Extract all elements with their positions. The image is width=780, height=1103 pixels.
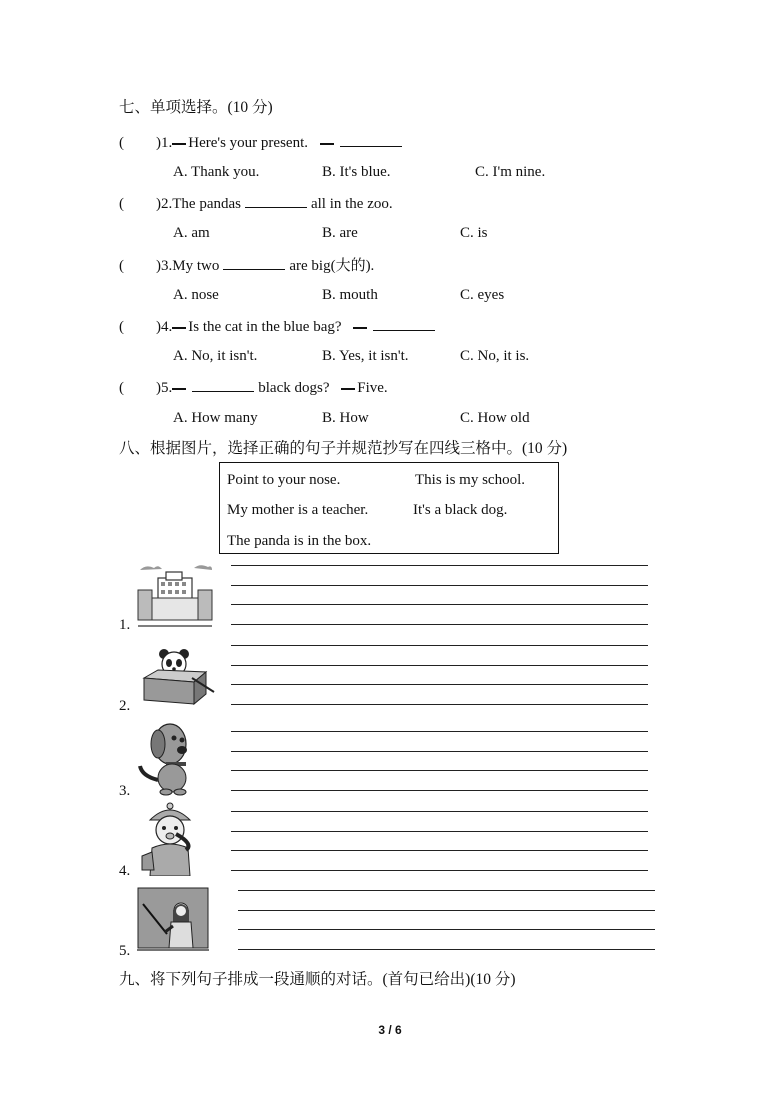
item-number-4: 4. <box>119 863 131 879</box>
school-building-picture <box>136 560 214 630</box>
question-number: 3. <box>161 258 173 274</box>
question-stem: black dogs? <box>258 380 330 396</box>
question-3-option-c: C. eyes <box>460 287 505 303</box>
question-number: 5. <box>161 380 173 396</box>
question-4-option-a: A. No, it isn't. <box>173 348 258 364</box>
question-number: 4. <box>161 319 173 335</box>
child-pointing-nose-picture <box>136 800 202 876</box>
writing-line <box>231 850 648 851</box>
dash-mark <box>172 327 186 329</box>
sentence-option: It's a black dog. <box>413 502 508 518</box>
dash-mark <box>341 388 355 390</box>
writing-line <box>238 890 655 891</box>
answer-paren-open: ( <box>119 196 124 212</box>
writing-line <box>231 870 648 871</box>
dash-mark <box>172 143 186 145</box>
writing-line <box>238 929 655 930</box>
writing-line <box>238 910 655 911</box>
sentence-option: The panda is in the box. <box>227 533 372 549</box>
item-number-3: 3. <box>119 783 131 799</box>
question-stem-end: are big(大的). <box>289 258 375 274</box>
sentence-option: My mother is a teacher. <box>227 502 369 518</box>
writing-line <box>231 604 648 605</box>
writing-line <box>231 811 648 812</box>
question-number: 2. <box>161 196 173 212</box>
question-3 <box>119 255 374 275</box>
question-stem: Here's your present. <box>188 135 308 151</box>
writing-line <box>231 770 648 771</box>
writing-line <box>238 949 655 950</box>
question-answer-line: Five. <box>357 380 388 396</box>
answer-paren-close: ) <box>156 135 161 151</box>
question-1 <box>119 132 406 152</box>
answer-blank[interactable] <box>223 255 285 270</box>
answer-paren-open: ( <box>119 258 124 274</box>
item-number-5: 5. <box>119 943 131 959</box>
writing-line <box>231 684 648 685</box>
writing-line <box>231 585 648 586</box>
section-7-heading: 七、单项选择。(10 分) <box>119 99 273 116</box>
writing-line <box>231 731 648 732</box>
question-number: 1. <box>161 135 173 151</box>
answer-paren-open: ( <box>119 380 124 396</box>
question-1-option-c: C. I'm nine. <box>475 164 546 180</box>
writing-line <box>231 565 648 566</box>
answer-paren-close: ) <box>156 196 161 212</box>
question-3-option-a: A. nose <box>173 287 219 303</box>
section-9-heading: 九、将下列句子排成一段通顺的对话。(首句已给出)(10 分) <box>119 971 516 988</box>
dash-mark <box>353 327 367 329</box>
question-5 <box>119 377 388 397</box>
question-5-option-b: B. How <box>322 410 369 426</box>
writing-line <box>231 751 648 752</box>
answer-blank[interactable] <box>192 377 254 392</box>
question-stem: Is the cat in the blue bag? <box>188 319 342 335</box>
writing-line <box>231 790 648 791</box>
question-4 <box>119 316 439 336</box>
question-2 <box>119 193 393 213</box>
writing-line <box>231 645 648 646</box>
item-number-1: 1. <box>119 617 131 633</box>
writing-line <box>231 665 648 666</box>
question-4-option-b: B. Yes, it isn't. <box>322 348 409 364</box>
answer-blank[interactable] <box>245 193 307 208</box>
dash-mark <box>320 143 334 145</box>
answer-blank[interactable] <box>340 132 402 147</box>
sentence-option: Point to your nose. <box>227 472 341 488</box>
black-dog-picture <box>136 720 198 796</box>
question-2-option-c: C. is <box>460 225 488 241</box>
item-number-2: 2. <box>119 698 131 714</box>
writing-line <box>231 831 648 832</box>
panda-in-box-picture <box>138 644 216 708</box>
question-stem: My two <box>172 258 220 274</box>
answer-blank[interactable] <box>373 316 435 331</box>
question-3-option-b: B. mouth <box>322 287 378 303</box>
teacher-at-blackboard-picture <box>137 886 209 952</box>
question-stem: The pandas <box>172 196 241 212</box>
question-5-option-c: C. How old <box>460 410 530 426</box>
answer-paren-close: ) <box>156 380 161 396</box>
question-1-option-a: A. Thank you. <box>173 164 260 180</box>
answer-paren-close: ) <box>156 258 161 274</box>
question-4-option-c: C. No, it is. <box>460 348 530 364</box>
question-2-option-a: A. am <box>173 225 210 241</box>
question-stem-end: all in the zoo. <box>310 196 393 212</box>
question-2-option-b: B. are <box>322 225 358 241</box>
sentence-option: This is my school. <box>415 472 526 488</box>
question-1-option-b: B. It's blue. <box>322 164 391 180</box>
writing-line <box>231 624 648 625</box>
answer-paren-open: ( <box>119 319 124 335</box>
answer-paren-close: ) <box>156 319 161 335</box>
dash-mark <box>172 388 186 390</box>
answer-paren-open: ( <box>119 135 124 151</box>
question-5-option-a: A. How many <box>173 410 258 426</box>
page-number: 3 / 6 <box>378 1023 402 1037</box>
writing-line <box>231 704 648 705</box>
section-8-heading: 八、根据图片，选择正确的句子并规范抄写在四线三格中。(10 分) <box>119 440 568 457</box>
